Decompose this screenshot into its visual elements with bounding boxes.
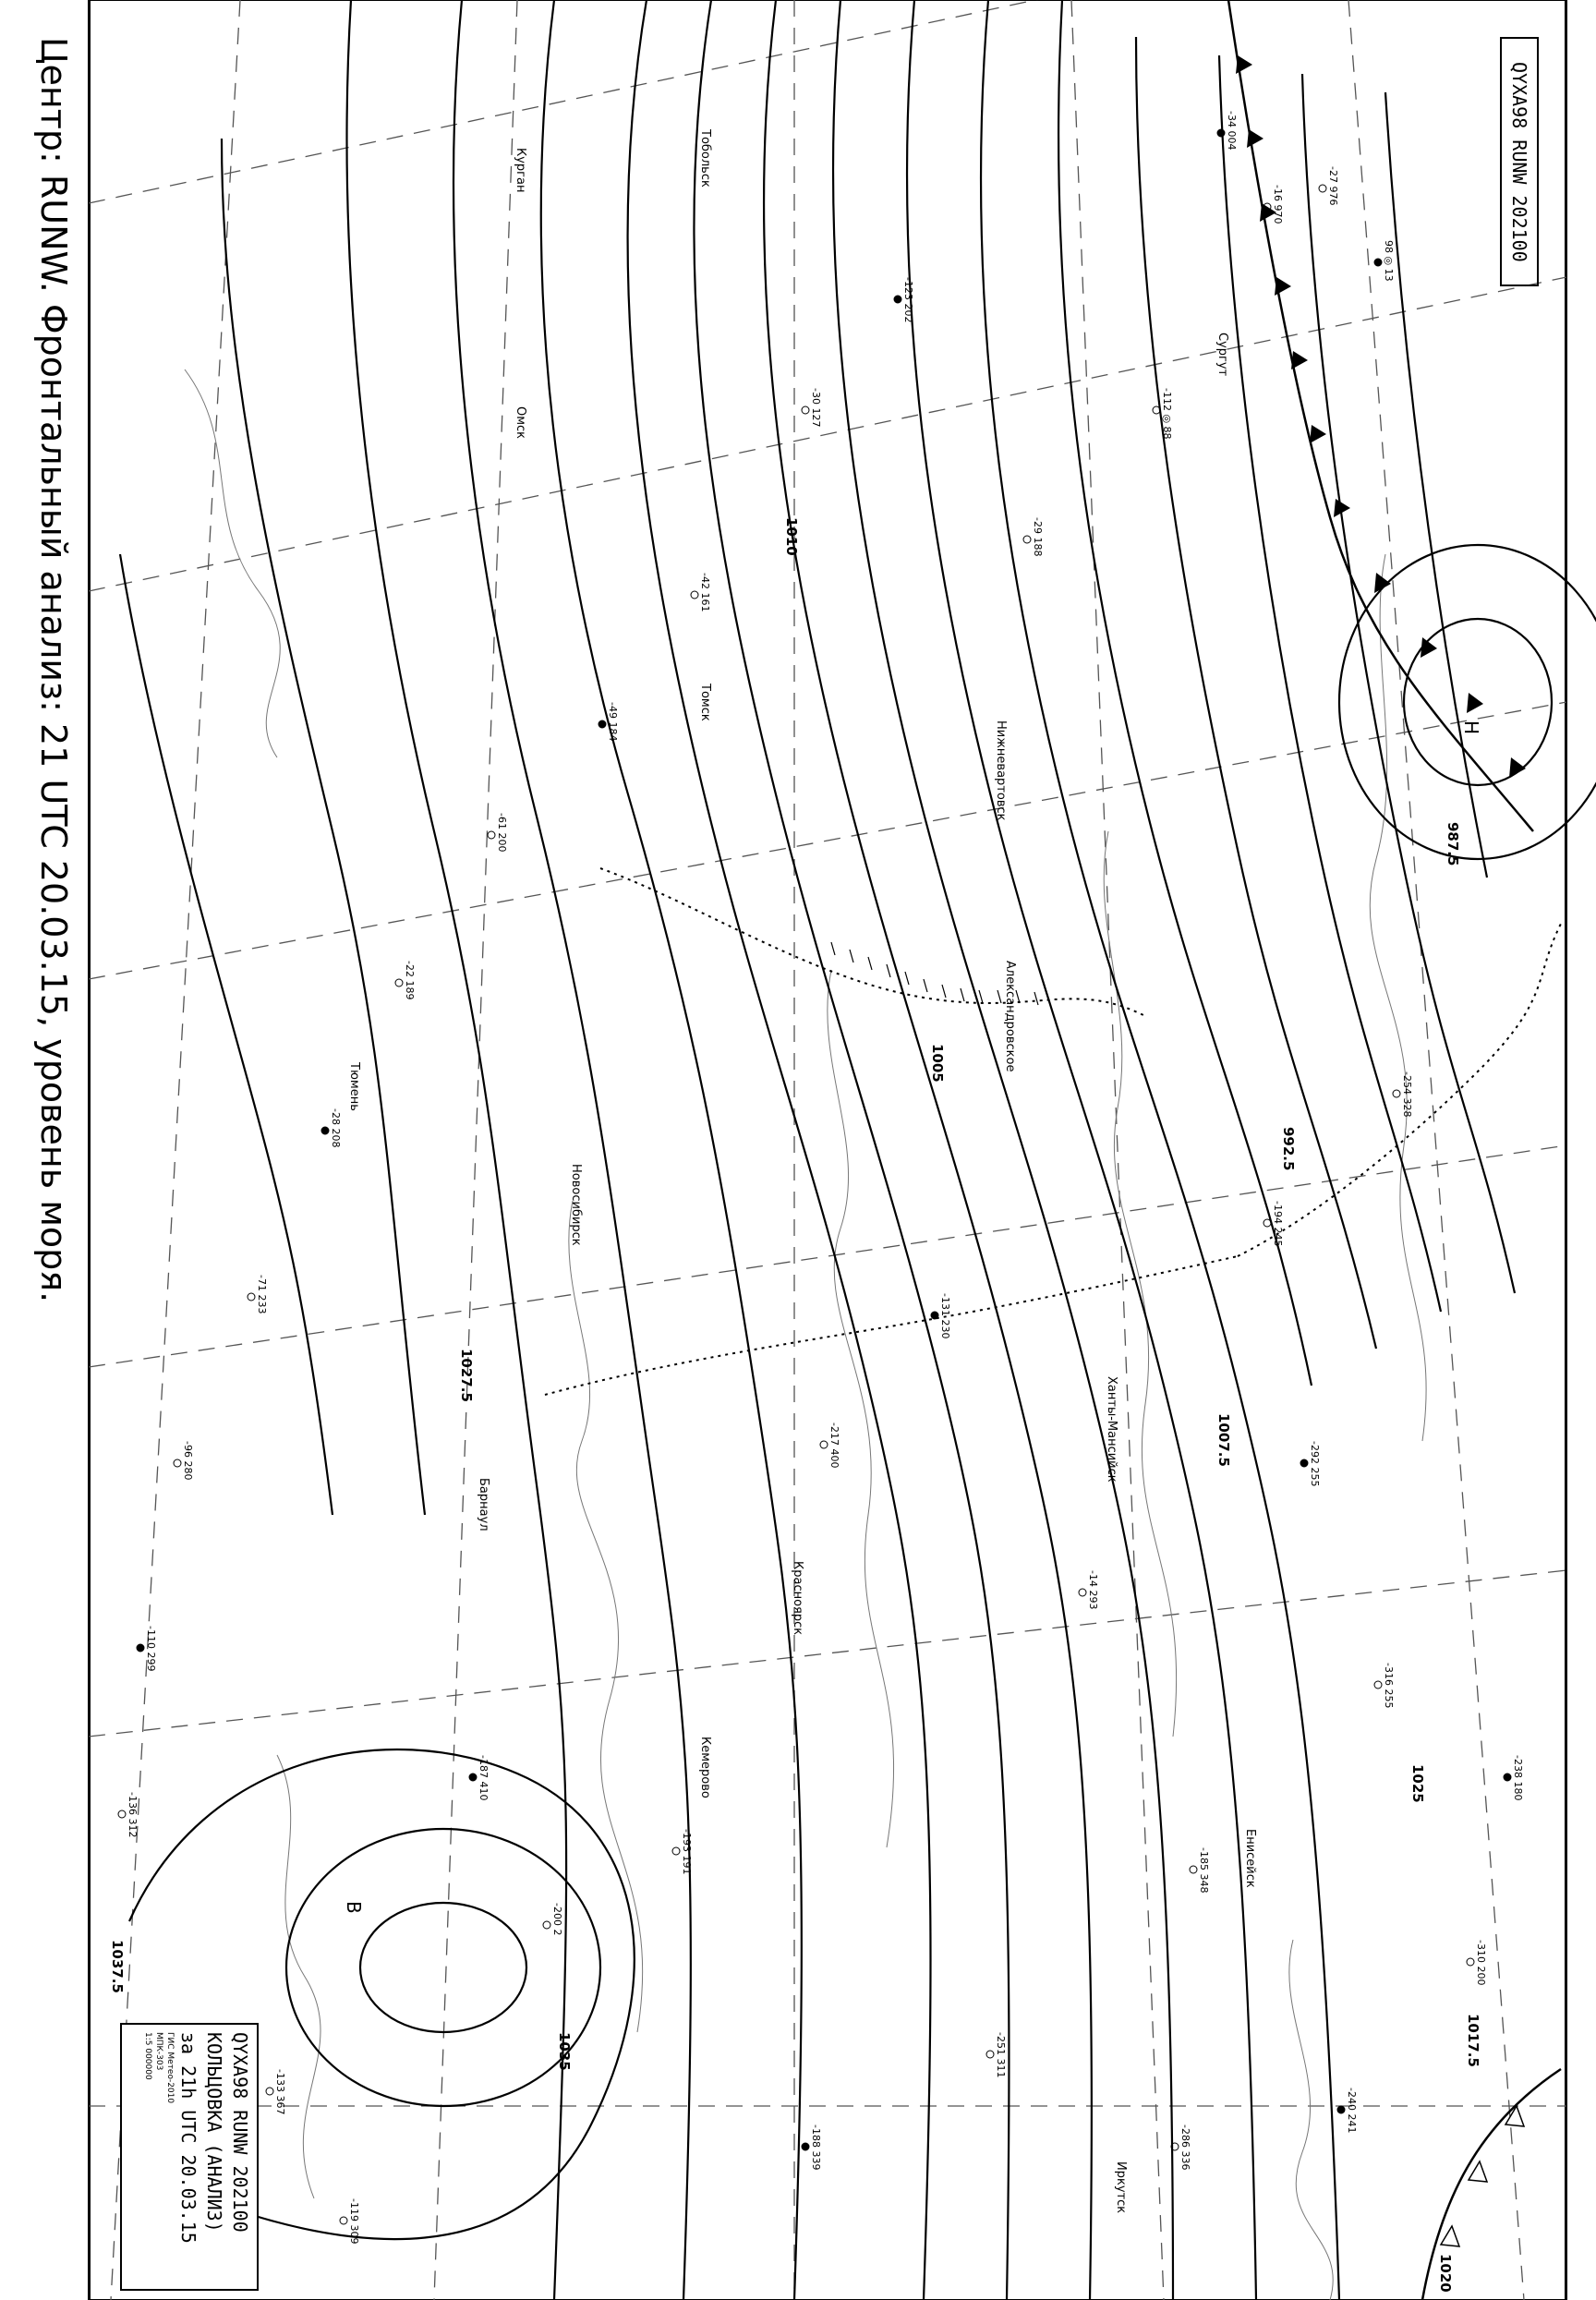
station-marker bbox=[266, 2088, 273, 2095]
isobar-label: 1037.5 bbox=[109, 1940, 126, 1993]
station-marker bbox=[1337, 2106, 1345, 2113]
coordinate-grid bbox=[89, 0, 1566, 2300]
station-plot-value: -16 970 bbox=[1272, 185, 1284, 224]
map-border bbox=[89, 0, 1566, 2300]
place-label: Курган bbox=[514, 148, 527, 193]
station-plot-value: -110 299 bbox=[145, 1626, 157, 1672]
isobar-label: 1025 bbox=[1409, 1764, 1426, 1803]
legend-station: КОЛЬЦОВКА (АНАЛИЗ) bbox=[203, 2032, 225, 2233]
legend-software: ГИС Метео-2010 bbox=[165, 2032, 175, 2104]
station-plot-value: -240 241 bbox=[1346, 2088, 1358, 2134]
isobar-label: 992.5 bbox=[1280, 1127, 1297, 1171]
isobar-label: 1017.5 bbox=[1465, 2014, 1481, 2067]
place-label: Тюмень bbox=[347, 1062, 361, 1111]
occlusion-fronts bbox=[545, 868, 1561, 1395]
station-marker bbox=[1393, 1090, 1400, 1097]
station-plot-value: -119 309 bbox=[348, 2198, 360, 2245]
isobar-label: 1007.5 bbox=[1215, 1413, 1232, 1467]
station-marker bbox=[1300, 1459, 1308, 1467]
station-marker bbox=[248, 1293, 255, 1301]
place-label: Нижневартовск bbox=[994, 720, 1008, 821]
station-marker bbox=[1153, 406, 1160, 414]
station-marker bbox=[469, 1773, 477, 1781]
station-plot-value: -123 202 bbox=[902, 277, 914, 323]
isobar-label: 1010 bbox=[783, 517, 800, 556]
station-marker bbox=[1217, 129, 1225, 137]
pressure-centers bbox=[343, 720, 1482, 1914]
station-plot-value: -22 189 bbox=[404, 961, 416, 1000]
station-plot-value: -14 293 bbox=[1087, 1570, 1099, 1610]
station-marker bbox=[1374, 259, 1382, 266]
station-marker bbox=[1374, 1681, 1382, 1689]
station-marker bbox=[543, 1921, 550, 1929]
isobar-label: 1035 bbox=[556, 2032, 573, 2071]
station-plot-value: -96 280 bbox=[182, 1441, 194, 1481]
station-marker bbox=[1023, 536, 1031, 543]
station-plot-value: -131 230 bbox=[939, 1293, 951, 1339]
station-marker bbox=[894, 296, 901, 303]
station-marker bbox=[672, 1847, 680, 1855]
station-plot-value: -193 191 bbox=[681, 1829, 693, 1875]
station-plot-value: -316 255 bbox=[1383, 1663, 1395, 1709]
station-marker bbox=[1319, 185, 1326, 192]
station-plot-value: -34 004 bbox=[1226, 111, 1238, 151]
place-label: Тобольск bbox=[698, 129, 712, 188]
cold-front bbox=[1228, 0, 1533, 831]
station-marker bbox=[395, 979, 403, 987]
bulletin-code-header: QYXA98 RUNW 202100 bbox=[1500, 37, 1539, 286]
place-label: Новосибирск bbox=[569, 1164, 583, 1246]
place-label: Сургут bbox=[1215, 333, 1229, 377]
place-label: Ханты-Мансийск bbox=[1105, 1376, 1118, 1483]
place-label: Кемерово bbox=[698, 1737, 712, 1798]
station-marker bbox=[137, 1644, 144, 1652]
place-label: Иркутск bbox=[1114, 2161, 1128, 2214]
station-plot-value: -238 180 bbox=[1512, 1755, 1524, 1801]
isobar-value-labels bbox=[109, 517, 1481, 2293]
station-plot-value: -30 127 bbox=[810, 388, 822, 428]
legend-time: за 21h UTC 20.03.15 bbox=[177, 2032, 200, 2244]
station-marker bbox=[986, 2051, 994, 2058]
station-marker bbox=[118, 1810, 126, 1818]
station-plot-value: -286 336 bbox=[1179, 2124, 1191, 2171]
station-plot-value: -112 ◎ 88 bbox=[1161, 388, 1173, 440]
station-plot-value: -28 208 bbox=[330, 1108, 342, 1148]
place-label: Омск bbox=[514, 406, 527, 440]
place-label: Енисейск bbox=[1243, 1829, 1257, 1888]
legend-software-id: МПК-303 bbox=[154, 2032, 163, 2071]
station-marker bbox=[1467, 1958, 1474, 1966]
station-plot-value: -251 311 bbox=[995, 2032, 1007, 2078]
station-marker bbox=[598, 720, 606, 728]
station-marker bbox=[321, 1127, 329, 1134]
station-plot-value: -136 312 bbox=[127, 1792, 139, 1838]
station-plot-value: -254 328 bbox=[1401, 1071, 1413, 1118]
station-plot-value: -200 2 bbox=[551, 1903, 563, 1936]
station-plot-value: -71 233 bbox=[256, 1275, 268, 1314]
station-plot-value: -27 976 bbox=[1327, 166, 1339, 206]
station-plot-value: -310 200 bbox=[1475, 1940, 1487, 1986]
legend-code: QYXA98 RUNW 202100 bbox=[229, 2032, 251, 2233]
chart-title: Центр: RUNW. Фронтальный анализ: 21 UTC 20.03.15, уровень моря. bbox=[33, 37, 74, 1303]
legend-scale: 1:5 000000 bbox=[143, 2032, 152, 2080]
station-plot-value: -292 255 bbox=[1309, 1441, 1321, 1487]
station-plot-value: -29 188 bbox=[1032, 517, 1044, 557]
high-center-label: В bbox=[343, 1901, 365, 1914]
isobar-label: 1020 bbox=[1437, 2254, 1454, 2293]
place-label: Красноярск bbox=[791, 1561, 804, 1636]
station-marker bbox=[802, 406, 809, 414]
station-marker bbox=[488, 831, 495, 839]
place-label: Александровское bbox=[1003, 961, 1017, 1072]
station-marker bbox=[1190, 1866, 1197, 1873]
place-label: Барнаул bbox=[477, 1478, 490, 1531]
low-center-label: Н bbox=[1460, 720, 1482, 735]
isobar-label: 1027.5 bbox=[458, 1349, 475, 1402]
station-plot-value: -194 245 bbox=[1272, 1201, 1284, 1247]
station-plot-value: 98 ◎ 13 bbox=[1383, 240, 1395, 282]
station-marker bbox=[1504, 1773, 1511, 1781]
station-marker bbox=[931, 1312, 938, 1319]
station-plot-value: -49 184 bbox=[607, 702, 619, 742]
station-plot-value: -187 410 bbox=[478, 1755, 490, 1801]
station-marker bbox=[1079, 1589, 1086, 1596]
isobar-label: 1005 bbox=[929, 1044, 946, 1083]
station-plot-value: -188 339 bbox=[810, 2124, 822, 2171]
station-marker bbox=[820, 1441, 828, 1448]
station-plot-value: -217 400 bbox=[828, 1422, 840, 1469]
station-plot-value: -185 348 bbox=[1198, 1847, 1210, 1894]
station-plot-value: -61 200 bbox=[496, 813, 508, 853]
station-plot-value: -42 161 bbox=[699, 573, 711, 612]
isobar-label: 987.5 bbox=[1445, 822, 1461, 866]
station-plot-value: -133 367 bbox=[274, 2069, 286, 2115]
place-label: Томск bbox=[698, 684, 712, 721]
legend-box bbox=[120, 2023, 259, 2291]
station-marker bbox=[691, 591, 698, 599]
station-marker bbox=[1264, 1219, 1271, 1227]
station-marker bbox=[340, 2217, 347, 2224]
geography-lines bbox=[185, 369, 1426, 2300]
station-marker bbox=[174, 1459, 181, 1467]
station-marker bbox=[802, 2143, 809, 2150]
